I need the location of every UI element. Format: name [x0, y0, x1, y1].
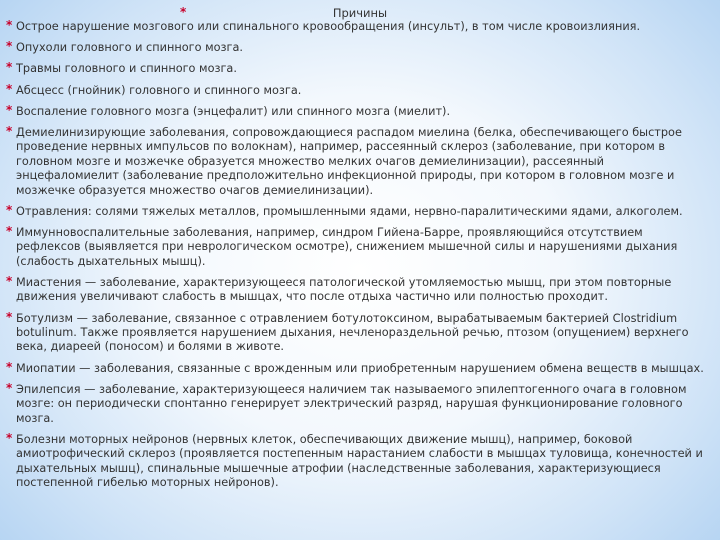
list-item-text: Иммунновоспалительные заболевания, например, синдром Гийена-Барре, проявляющийся отсутствием рефлексов (выявляется при неврологическом осмотре), снижением мышечной силы и нарушениями дыхания (слабость дыхательных мышц). [16, 226, 678, 268]
list-item [6, 202, 706, 219]
list-item [6, 226, 706, 269]
bullet-icon: * [6, 18, 13, 32]
list-item [6, 81, 706, 98]
list-item-text: Абсцесс (гнойник) головного и спинного мозга. [16, 83, 302, 97]
list-item-text: Болезни моторных нейронов (нервных клеток, обеспечивающих движение мышц), например, боковой амиотрофический склероз (проявляется постепенным нарастанием слабости в мышцах туловища, конечностей и дыхательных мышц), спинальные мышечные атрофии (наследственные заболевания, характеризующиеся постепенной гибелью моторных нейронов). [16, 432, 703, 490]
bullet-icon: * [6, 81, 13, 96]
list-item [6, 276, 706, 305]
bullet-icon: * [6, 60, 13, 75]
list-item [6, 62, 706, 76]
bullet-icon: * [6, 124, 13, 139]
list-item-text: Травмы головного и спинного мозга. [16, 62, 237, 76]
list-item [6, 102, 706, 119]
slide-title: Причины [332, 6, 388, 20]
bullet-icon: * [6, 202, 13, 217]
causes-list [6, 20, 706, 497]
bullet-icon: * [6, 430, 13, 445]
list-item-text: Миастения — заболевание, характеризующееся патологической утомляемостью мышц, при этом повторные движения увеличивают слабость в мышцах, что после отдыха частично или полностью проходит. [16, 276, 672, 304]
list-item-text: Воспаление головного мозга (энцефалит) или спинного мозга (миелит). [16, 104, 451, 118]
list-item-text: Демиелинизирующие заболевания, сопровождающиеся распадом миелина (белка, обеспечивающего быстрое проведение нервных импульсов по волокнам), например, рассеянный склероз (заболевание, при котором в головном мозге и мозжечке образуется множество мелких очагов демиелинизации), рассеянный энцефаломиелит (заболевание предположительно инфекционной природы, при котором в головном мозге и мозжечке образуется множество очагов демиелинизации). [16, 126, 682, 197]
bullet-icon: * [6, 274, 13, 289]
list-item [6, 41, 706, 55]
bullet-icon: * [6, 380, 13, 395]
title-bullet-icon: * [180, 5, 187, 19]
list-item [6, 359, 706, 376]
bullet-icon: * [6, 359, 13, 374]
list-item-text: Отравления: солями тяжелых металлов, промышленными ядами, нервно-паралитическими ядами, алкоголем. [16, 204, 683, 218]
list-item-text: Миопатии — заболевания, связанные с врожденным или приобретенным нарушением обмена веществ в мышцах. [16, 361, 704, 375]
bullet-icon: * [6, 309, 13, 324]
list-item [6, 380, 706, 426]
list-item-text: Эпилепсия — заболевание, характеризующееся наличием так называемого эпилептогенного очага в головном мозге: он периодически спонтанно генерирует электрический разряд, нарушая функционирование головного мозга. [16, 382, 687, 425]
bullet-icon: * [6, 102, 13, 117]
list-item-text: Опухоли головного и спинного мозга. [16, 41, 243, 55]
bullet-icon: * [6, 224, 13, 239]
list-item-text: Ботулизм — заболевание, связанное с отравлением ботулотоксином, вырабатываемым бактерией Clostridium botulinum. Также проявляется нарушением дыхания, нечленораздельной речью, птозом (опущением) верхнего века, диареей (поносом) и болями в животе. [16, 311, 689, 354]
list-item [6, 430, 706, 491]
list-item [6, 126, 706, 198]
list-item [6, 20, 706, 34]
list-item-text: Острое нарушение мозгового или спинального кровообращения (инсульт), в том числе кровоизлияния. [16, 20, 641, 33]
list-item [6, 309, 706, 355]
bullet-icon: * [6, 39, 13, 54]
